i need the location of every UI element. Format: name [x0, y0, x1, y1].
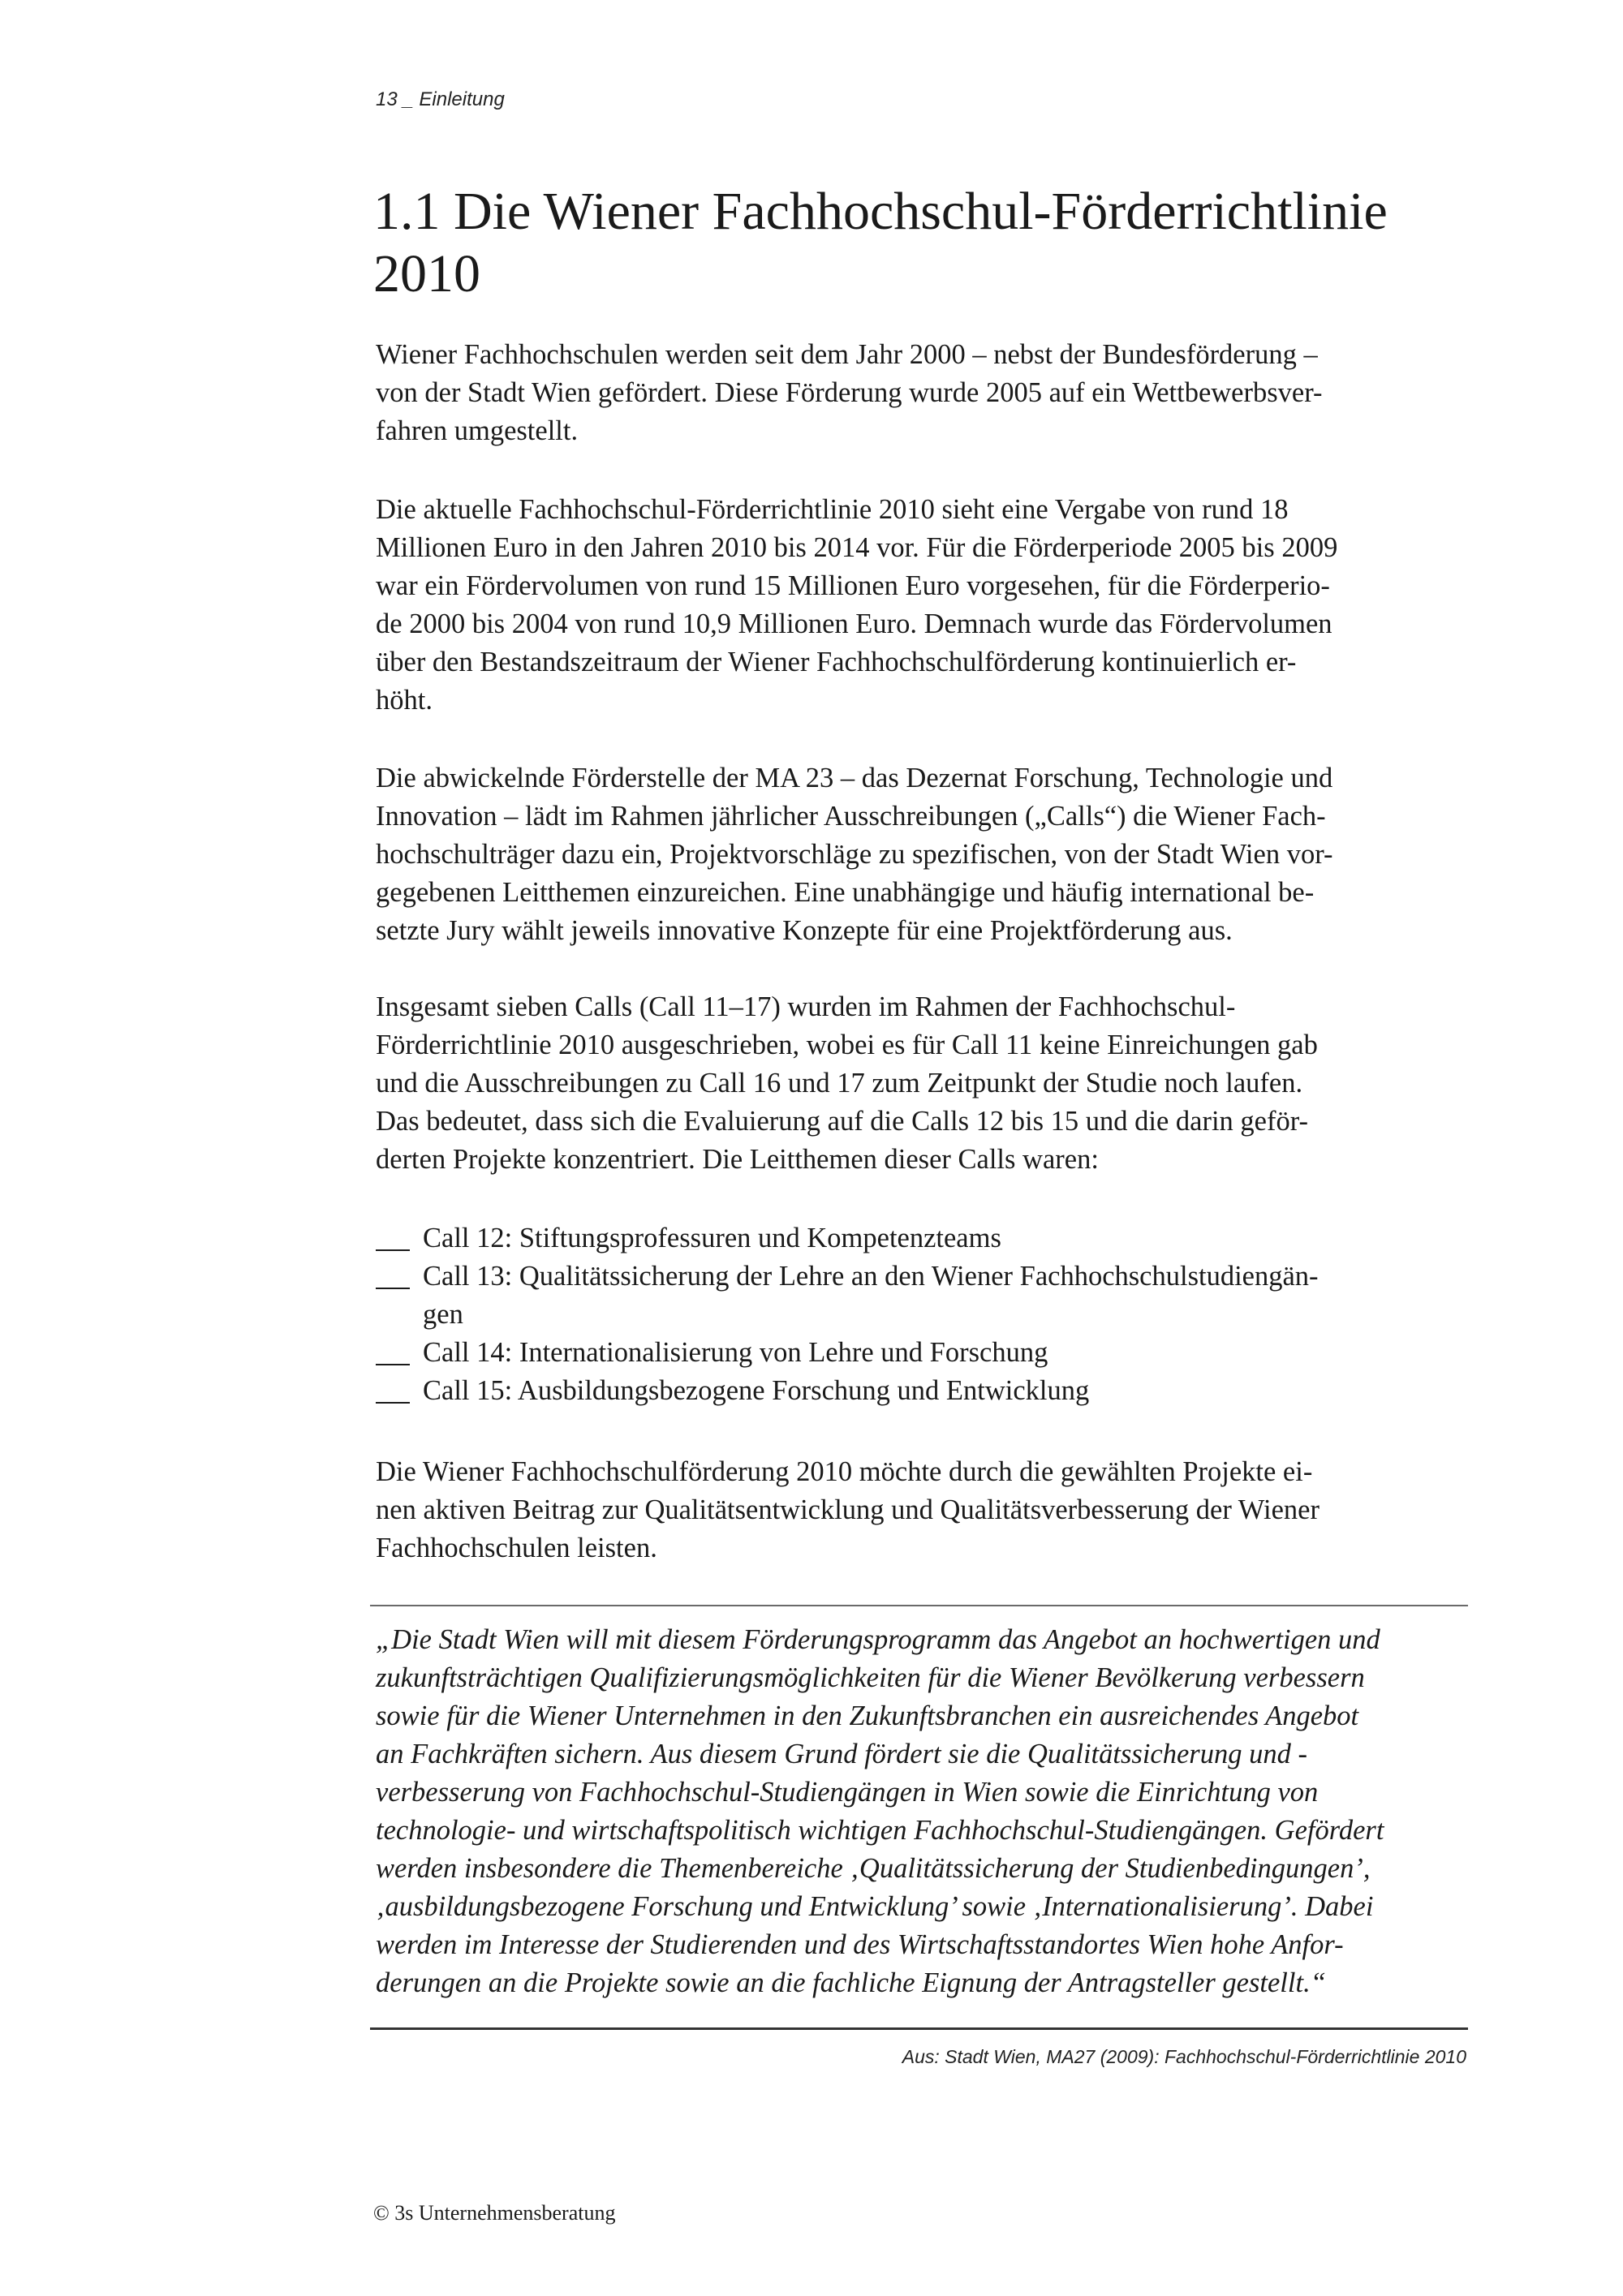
list-item — [376, 1219, 1319, 1258]
call-list — [376, 1219, 1319, 1410]
paragraph-intro — [376, 336, 1323, 450]
list-item-text — [423, 1258, 1319, 1334]
text-line: Call 12: Stiftungsprofessuren und Kompetenzteams — [423, 1223, 1001, 1253]
text-line: de 2000 bis 2004 von rund 10,9 Millionen Euro. Demnach wurde das Fördervolumen — [376, 608, 1332, 639]
paragraph-funding-office — [376, 759, 1333, 950]
text-line: Call 15: Ausbildungsbezogene Forschung und Entwicklung — [423, 1375, 1090, 1406]
section-title: 1.1 Die Wiener Fachhochschul-Förderrichtlinie 2010 — [373, 182, 1388, 303]
paragraph-calls — [376, 988, 1318, 1179]
text-line: von der Stadt Wien gefördert. Diese Förderung wurde 2005 auf ein Wettbewerbsver- — [376, 377, 1323, 408]
list-item — [376, 1334, 1319, 1372]
footer-copyright: © 3s Unternehmensberatung — [373, 2201, 616, 2225]
text-line: gegebenen Leitthemen einzureichen. Eine unabhängige und häufig international be- — [376, 877, 1315, 908]
text-line: Fachhochschulen leisten. — [376, 1533, 657, 1563]
text-line: höht. — [376, 685, 433, 716]
quote-line: verbesserung von Fachhochschul-Studiengängen in Wien sowie die Einrichtung von — [376, 1777, 1319, 1808]
quote-line: technologie- und wirtschaftspolitisch wichtigen Fachhochschul-Studiengängen. Gefördert — [376, 1815, 1384, 1846]
list-item-text — [423, 1334, 1319, 1372]
text-line: nen aktiven Beitrag zur Qualitätsentwicklung und Qualitätsverbesserung der Wiener — [376, 1494, 1319, 1525]
text-line: hochschulträger dazu ein, Projektvorschläge zu spezifischen, von der Stadt Wien vor- — [376, 839, 1333, 870]
pull-quote — [376, 1621, 1384, 2002]
list-item — [376, 1258, 1319, 1334]
quote-line: sowie für die Wiener Unternehmen in den Zukunftsbranchen ein ausreichendes Angebot — [376, 1701, 1359, 1731]
text-line: Das bedeutet, dass sich die Evaluierung auf die Calls 12 bis 15 und die darin geför- — [376, 1106, 1309, 1137]
list-item — [376, 1372, 1319, 1410]
quote-line: werden insbesondere die Themenbereiche ‚Qualitätssicherung der Studienbedingungen’, — [376, 1853, 1371, 1884]
text-line: Förderrichtlinie 2010 ausgeschrieben, wobei es für Call 11 keine Einreichungen gab — [376, 1030, 1318, 1060]
quote-line: zukunftsträchtigen Qualifizierungsmöglichkeiten für die Wiener Bevölkerung verbessern — [376, 1662, 1365, 1693]
quote-divider-top — [370, 1605, 1468, 1606]
quote-source: Aus: Stadt Wien, MA27 (2009): Fachhochschul-Förderrichtlinie 2010 — [902, 2046, 1466, 2067]
text-line: Call 14: Internationalisierung von Lehre und Forschung — [423, 1337, 1048, 1368]
running-header: 13 _ Einleitung — [376, 88, 505, 110]
quote-line: an Fachkräften sichern. Aus diesem Grund fördert sie die Qualitätssicherung und - — [376, 1739, 1307, 1769]
list-item-text — [423, 1372, 1319, 1410]
paragraph-funding-volume — [376, 491, 1337, 720]
text-line: und die Ausschreibungen zu Call 16 und 17 zum Zeitpunkt der Studie noch laufen. — [376, 1068, 1303, 1099]
text-line: Die Wiener Fachhochschulförderung 2010 möchte durch die gewählten Projekte ei- — [376, 1456, 1313, 1487]
text-line: setzte Jury wählt jeweils innovative Konzepte für eine Projektförderung aus. — [376, 915, 1233, 946]
text-line: Die aktuelle Fachhochschul-Förderrichtlinie 2010 sieht eine Vergabe von rund 18 — [376, 494, 1289, 525]
text-line: Wiener Fachhochschulen werden seit dem Jahr 2000 – nebst der Bundesförderung – — [376, 339, 1318, 370]
text-line: war ein Fördervolumen von rund 15 Millionen Euro vorgesehen, für die Förderperio- — [376, 570, 1330, 601]
text-line: derten Projekte konzentriert. Die Leitthemen dieser Calls waren: — [376, 1144, 1099, 1175]
text-line: Insgesamt sieben Calls (Call 11–17) wurden im Rahmen der Fachhochschul- — [376, 991, 1236, 1022]
text-line: Innovation – lädt im Rahmen jährlicher Ausschreibungen („Calls“) die Wiener Fach- — [376, 801, 1326, 832]
quote-line: „Die Stadt Wien will mit diesem Förderungsprogramm das Angebot an hochwertigen und — [376, 1624, 1380, 1655]
quote-line: werden im Interesse der Studierenden und des Wirtschaftsstandortes Wien hohe Anfor- — [376, 1929, 1344, 1960]
text-line: Die abwickelnde Förderstelle der MA 23 – das Dezernat Forschung, Technologie und — [376, 763, 1333, 793]
text-line: über den Bestandszeitraum der Wiener Fachhochschulförderung kontinuierlich er- — [376, 647, 1297, 677]
paragraph-conclusion — [376, 1453, 1319, 1567]
quote-divider-bottom — [370, 2027, 1468, 2030]
text-line: Millionen Euro in den Jahren 2010 bis 2014 vor. Für die Förderperiode 2005 bis 2009 — [376, 532, 1338, 563]
quote-line: ‚ausbildungsbezogene Forschung und Entwicklung’ sowie ‚Internationalisierung’. Dabei — [376, 1891, 1374, 1922]
quote-line: derungen an die Projekte sowie an die fachliche Eignung der Antragsteller gestellt.“ — [376, 1967, 1326, 1998]
list-item-text — [423, 1219, 1319, 1258]
text-line: Call 13: Qualitätssicherung der Lehre an den Wiener Fachhochschulstudiengän- — [423, 1261, 1319, 1292]
text-line: gen — [423, 1299, 463, 1330]
text-line: fahren umgestellt. — [376, 415, 579, 446]
